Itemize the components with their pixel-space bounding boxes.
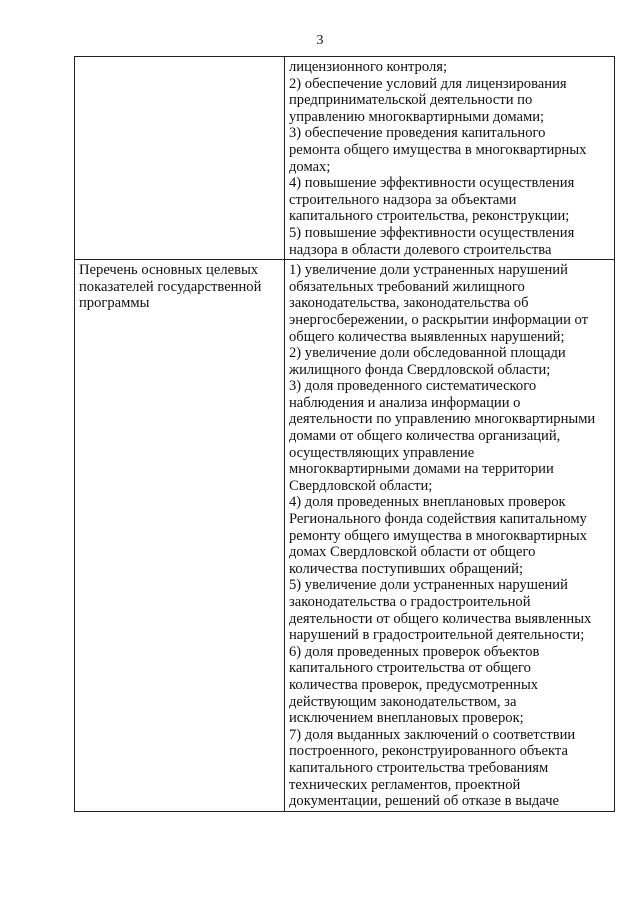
program-passport-table: [74, 56, 615, 812]
row-label-cell: [75, 260, 285, 812]
row-label: Перечень основных целевых показателей государственной программы: [79, 262, 262, 312]
table-row: [75, 57, 615, 260]
row-content: 1) увеличение доли устраненных нарушений обязательных требований жилищного законодательства, законодательства об энергосбережении, о раскрытии информации от общего количества выявленных нарушений; 2) увеличение доли обследованной площади жилищного фонда Свердловской области; 3) доля проведенного систематического наблюдения и анализа информации о деятельности по управлению многоквартирными домами от общего количества организаций, осуществляющих управление многоквартирными домами на территории Свердловской области; 4) доля проведенных внеплановых проверок Регионального фонда содействия капитальному ремонту общего имущества в многоквартирных домах Свердловской области от общего количества поступивших обращений; 5) увеличение доли устраненных нарушений законодательства о градостроительной деятельности от общего количества выявленных нарушений в градостроительной деятельности; 6) доля проведенных проверок объектов капитального строительства от общего количества проверок, предусмотренных действующим законодательством, за исключением внеплановых проверок; 7) доля выданных заключений о соответствии построенного, реконструированного объекта капитального строительства требованиям технических регламентов, проектной документации, решений об отказе в выдаче: [289, 262, 596, 810]
row-content-cell: [285, 260, 615, 812]
row-content: лицензионного контроля; 2) обеспечение условий для лицензирования предпринимательской деятельности по управлению многоквартирными домами; 3) обеспечение проведения капитального ремонта общего имущества в многоквартирных домах; 4) повышение эффективности осуществления строительного надзора за объектами капитального строительства, реконструкции; 5) повышение эффективности осуществления надзора в области долевого строительства: [289, 59, 587, 258]
page-number: 3: [316, 33, 324, 48]
row-content-cell: [285, 57, 615, 260]
table-row: [75, 260, 615, 812]
row-label-cell: [75, 57, 285, 260]
